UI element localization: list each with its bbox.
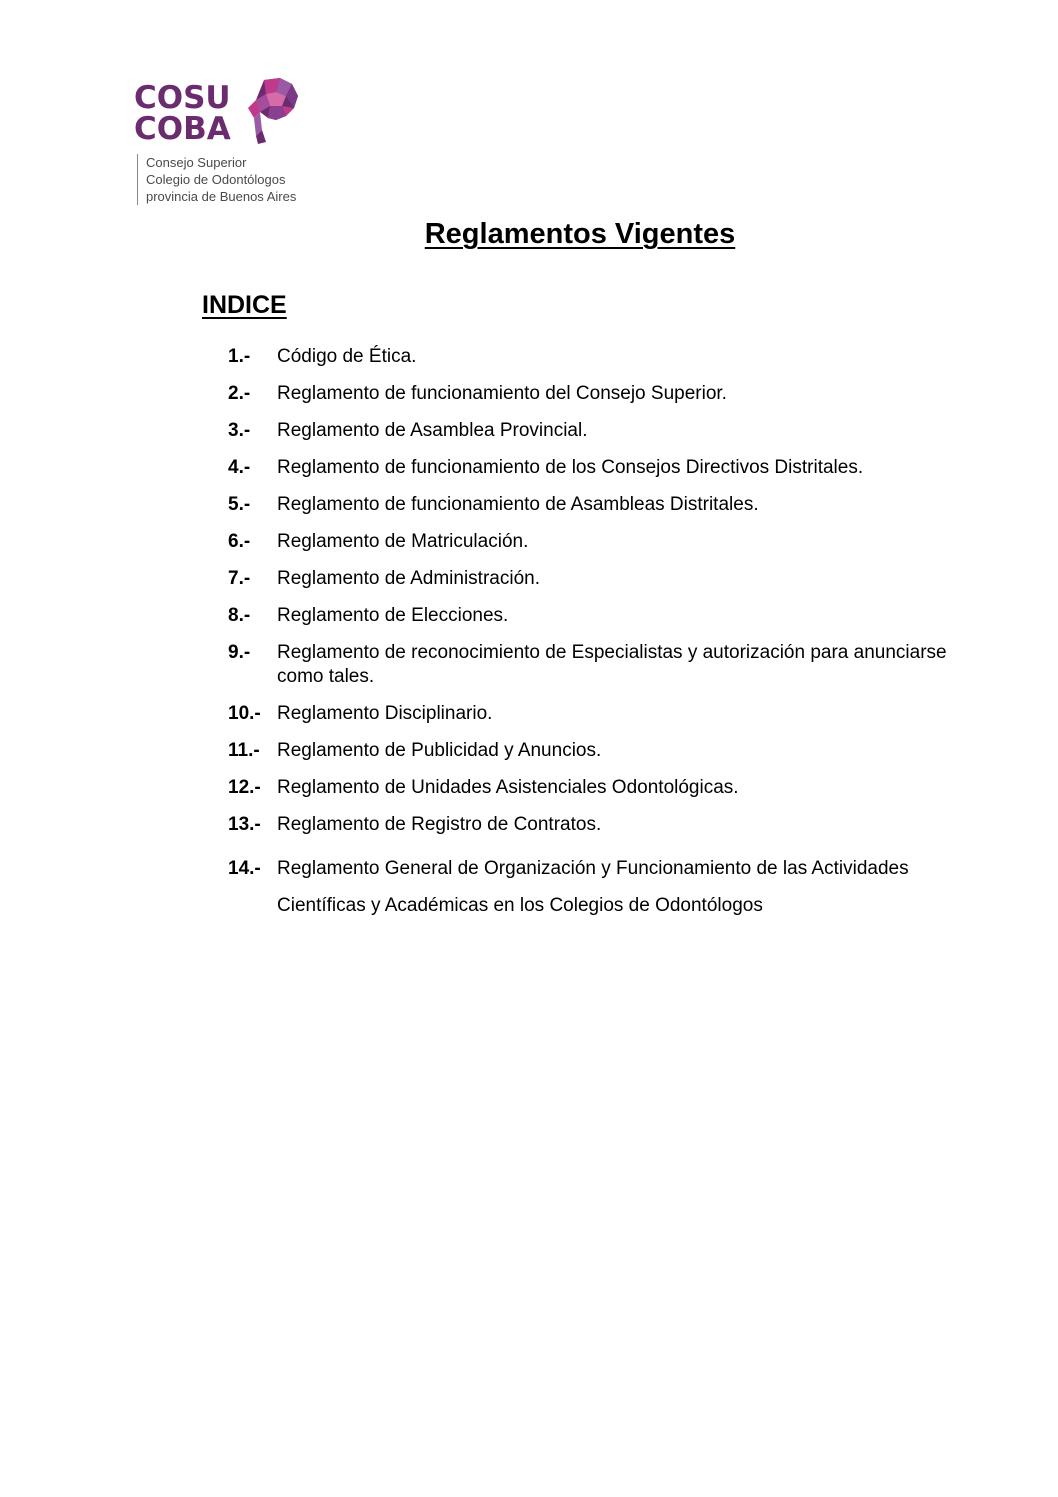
index-item-text: Código de Ética. xyxy=(277,346,417,367)
index-item-text: Reglamento de Registro de Contratos. xyxy=(277,814,602,835)
index-item-number: 1.- xyxy=(228,346,251,367)
index-item-text: Reglamento de Elecciones. xyxy=(277,605,509,626)
index-item xyxy=(228,345,948,369)
logo-word-line-1: COSU xyxy=(134,80,231,116)
index-item-text: Reglamento de Asamblea Provincial. xyxy=(277,420,588,441)
index-item-text: Reglamento de funcionamiento del Consejo Superior. xyxy=(277,383,727,404)
index-heading: INDICE xyxy=(202,291,287,319)
index-item-number: 12.- xyxy=(228,777,261,798)
index-item-text: Reglamento de funcionamiento de los Consejos Directivos Distritales. xyxy=(277,457,864,478)
logo-word-line-2: COBA xyxy=(134,111,231,147)
logo-subtitle xyxy=(137,154,296,205)
index-item xyxy=(228,702,948,726)
index-item-text: Reglamento de funcionamiento de Asambleas Distritales. xyxy=(277,494,759,515)
index-item-number: 13.- xyxy=(228,814,261,835)
logo-subtitle-line: provincia de Buenos Aires xyxy=(146,189,297,204)
index-item-number: 10.- xyxy=(228,703,261,724)
index-item-number: 3.- xyxy=(228,420,251,441)
index-item xyxy=(228,604,948,628)
index-item xyxy=(228,530,948,554)
index-item xyxy=(228,456,948,480)
index-item-text: Reglamento de Unidades Asistenciales Odontológicas. xyxy=(277,777,739,798)
logo-subtitle-line: Consejo Superior xyxy=(146,155,247,170)
index-item xyxy=(228,382,948,406)
index-item-number: 11.- xyxy=(228,740,260,761)
index-item-number: 6.- xyxy=(228,531,251,552)
index-item-text: Reglamento de Publicidad y Anuncios. xyxy=(277,740,602,761)
index-item xyxy=(228,567,948,591)
index-item-text: Reglamento Disciplinario. xyxy=(277,703,493,724)
index-item-number: 5.- xyxy=(228,494,251,515)
index-item-number: 4.- xyxy=(228,457,251,478)
index-item xyxy=(228,493,948,517)
index-item-text: Reglamento de Matriculación. xyxy=(277,531,529,552)
document-title: Reglamentos Vigentes xyxy=(424,218,736,250)
index-item xyxy=(228,641,948,689)
index-item xyxy=(228,739,948,763)
index-item-number: 7.- xyxy=(228,568,251,589)
index-item-number: 9.- xyxy=(228,642,251,663)
index-list xyxy=(228,345,948,937)
index-item-number: 2.- xyxy=(228,383,251,404)
index-item-text: Reglamento General de Organización y Funcionamiento de las Actividades Científicas y Académicas en los Colegios de Odontólogos xyxy=(277,858,909,916)
logo-subtitle-line: Colegio de Odontólogos xyxy=(146,172,286,187)
index-item xyxy=(228,776,948,800)
cosucoba-logo xyxy=(134,74,314,206)
province-map-icon xyxy=(246,78,300,144)
index-item-text: Reglamento de reconocimiento de Especialistas y autorización para anunciarse como tales. xyxy=(277,642,947,687)
index-item xyxy=(228,419,948,443)
index-item-text: Reglamento de Administración. xyxy=(277,568,540,589)
index-item-number: 14.- xyxy=(228,858,261,879)
index-item xyxy=(228,850,948,924)
index-item-number: 8.- xyxy=(228,605,251,626)
index-item xyxy=(228,813,948,837)
